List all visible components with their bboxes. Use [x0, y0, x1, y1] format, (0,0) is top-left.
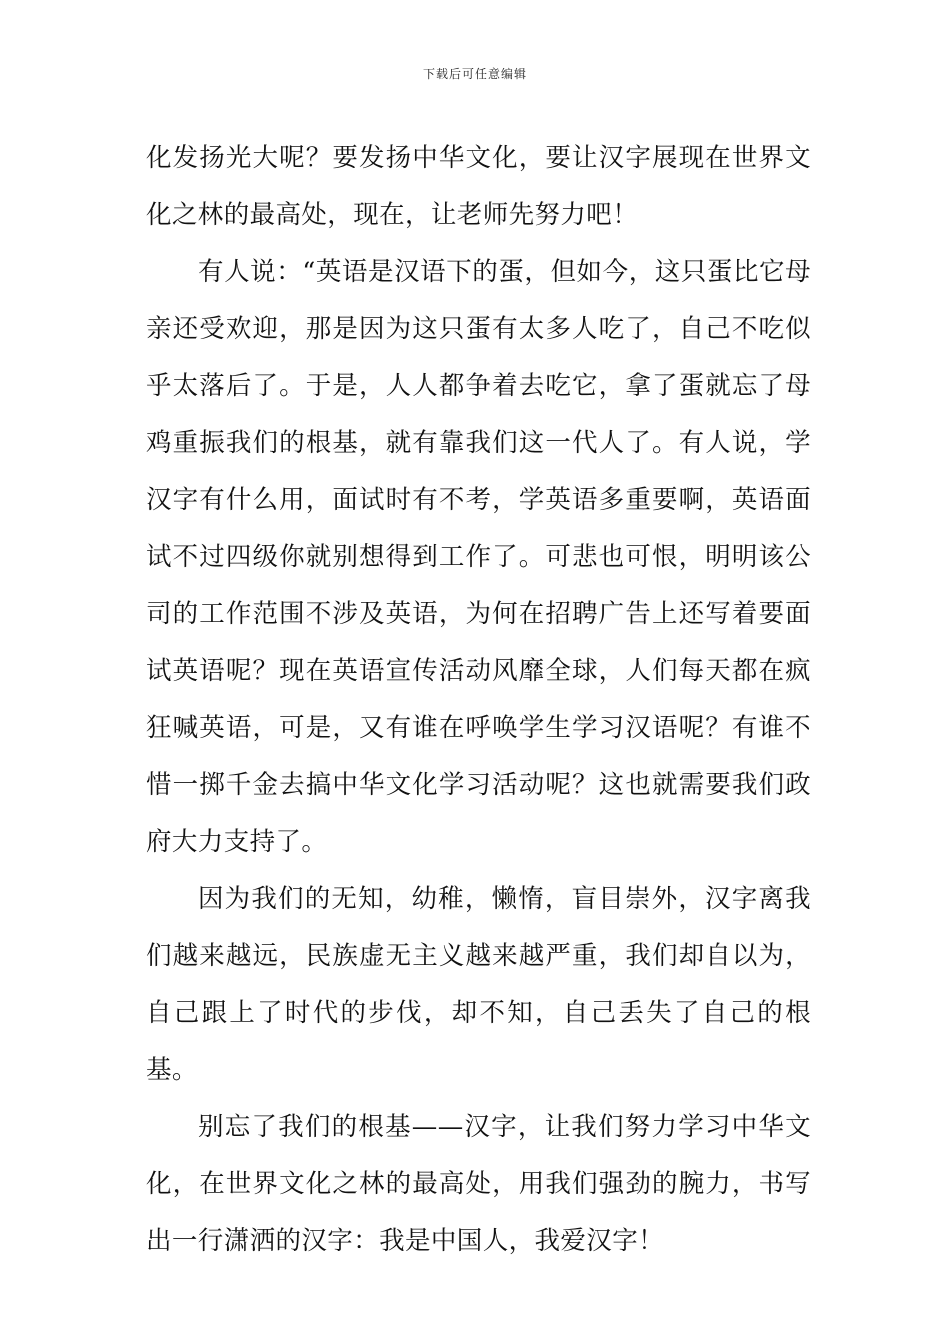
paragraph-3: 因为我们的无知，幼稚，懒惰，盲目崇外，汉字离我们越来越远，民族虚无主义越来越严重，我们却自以为，自己跟上了时代的步伐，却不知，自己丢失了自己的根基。 [146, 884, 811, 1085]
paragraph-2: 有人说：“英语是汉语下的蛋，但如今，这只蛋比它母亲还受欢迎，那是因为这只蛋有太多人吃了，自己不吃似乎太落后了。于是，人人都争着去吃它，拿了蛋就忘了母鸡重振我们的根基，就有靠我们这一代人了。有人说，学汉字有什么用，面试时有不考，学英语多重要啊，英语面试不过四级你就别想得到工作了。可悲也可恨，明明该公司的工作范围不涉及英语，为何在招聘广告上还写着要面试英语呢？现在英语宣传活动风靡全球，人们每天都在疯狂喊英语，可是，又有谁在呼唤学生学习汉语呢？有谁不惜一掷千金去搞中华文化学习活动呢？这也就需要我们政府大力支持了。 [146, 257, 811, 857]
paragraph-1: 化发扬光大呢？要发扬中华文化，要让汉字展现在世界文化之林的最高处，现在，让老师先努力吧！ [146, 143, 811, 230]
paragraph-4: 别忘了我们的根基——汉字，让我们努力学习中华文化，在世界文化之林的最高处，用我们强劲的腕力，书写出一行潇洒的汉字：我是中国人，我爱汉字！ [146, 1112, 811, 1256]
page-header: 下载后可任意编辑 [422, 67, 527, 81]
document-body [146, 130, 811, 1270]
